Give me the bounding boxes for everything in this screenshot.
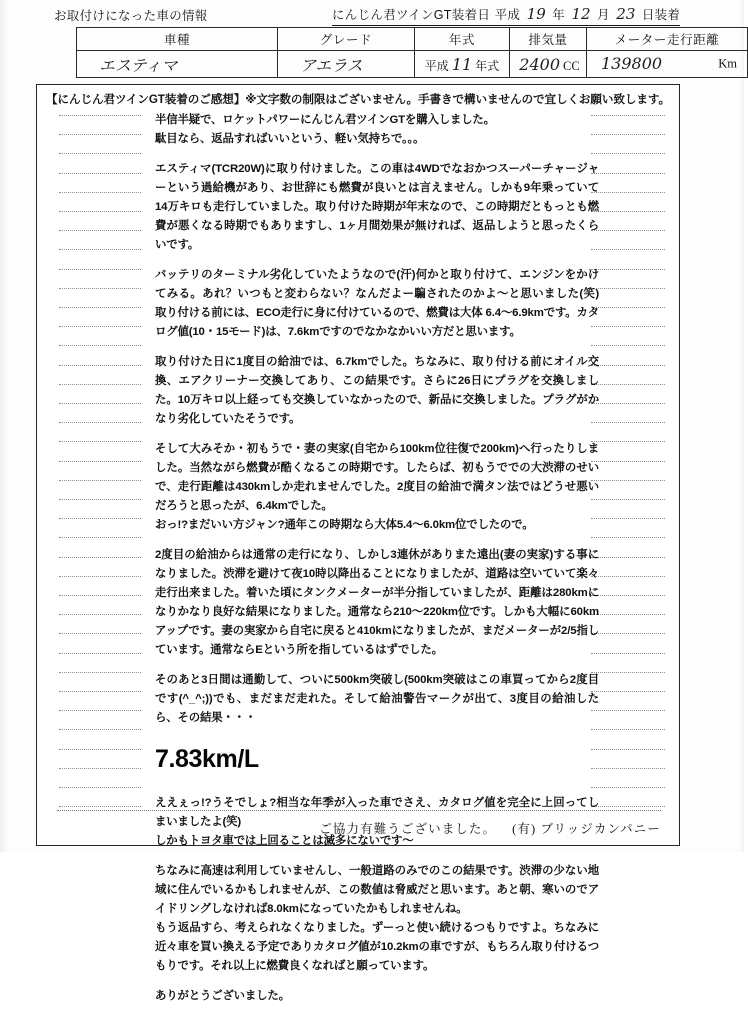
paragraph: そして大みそか・初もうで・妻の実家(自宅から100km位往復で200km)へ行ったりしました。当然ながら燃費が酷くなるこの時期です。したらば、初もうででの大渋滞のせいで、走行距離は430kmしか走れませんでした。2度目の給油で満タン法ではどうせ悪いだろうと思ったが、6.4kmでした。	[155, 443, 599, 512]
column-header-year: 年式	[415, 28, 510, 51]
ruled-guide-mark	[591, 134, 665, 135]
ruled-guide-mark	[591, 384, 665, 385]
value-year-suffix: 年式	[475, 58, 500, 73]
ruled-guide-mark	[591, 365, 665, 366]
value-year	[415, 51, 510, 78]
table-header-row	[77, 28, 748, 51]
ruled-guide-mark	[591, 403, 665, 404]
ruled-guide-mark	[591, 576, 665, 577]
footer-divider	[57, 810, 661, 811]
ruled-guide-mark	[59, 115, 141, 116]
ruled-guide-mark	[591, 557, 665, 558]
paragraph: しかもトヨタ車では上回ることは滅多にないです～	[155, 835, 414, 847]
paragraph: ありがとうございました。	[155, 990, 290, 1002]
ruled-guide-mark	[59, 422, 141, 423]
value-odometer	[587, 51, 748, 78]
ruled-guide-mark	[591, 749, 665, 750]
ruled-guide-mark	[59, 557, 141, 558]
value-displacement-number: 2400	[519, 54, 561, 74]
ruled-guide-mark	[591, 269, 665, 270]
paragraph: 取り付けた日に1度目の給油では、6.7kmでした。ちなみに、取り付ける前にオイル交換、エアクリーナー交換してあり、この結果です。さらに26日にプラグを交換しました。10万キロ以上経っても交換していなかったので、新品に交換しました。プラグがかなり劣化していたそうです。	[155, 356, 599, 425]
install-date-month-value: 12	[571, 5, 591, 23]
ruled-guide-mark	[59, 345, 141, 346]
ruled-guide-mark	[59, 326, 141, 327]
ruled-guide-mark	[59, 749, 141, 750]
ruled-guide-mark	[59, 307, 141, 308]
ruled-guide-mark	[59, 806, 141, 807]
ruled-guide-mark	[591, 326, 665, 327]
column-header-odometer: メーター走行距離	[587, 28, 748, 51]
ruled-guide-mark	[59, 230, 141, 231]
ruled-guide-mark	[59, 672, 141, 673]
ruled-guide-mark	[591, 480, 665, 481]
ruled-guide-mark	[59, 633, 141, 634]
ruled-guide-mark	[591, 173, 665, 174]
paragraph: そのあと3日間は通勤して、ついに500km突破し(500km突破はこの車買ってから2度目です(^_^;))でも、まだまだ走れた。そして給油警告マークが出て、3度目の給油したら、その結果・・・	[155, 674, 599, 724]
comment-box	[36, 84, 680, 1002]
ruled-guide-mark	[59, 518, 141, 519]
ruled-guide-mark	[59, 480, 141, 481]
ruled-guide-mark	[59, 614, 141, 615]
value-year-number: 11	[451, 54, 473, 74]
ruled-guide-mark	[59, 153, 141, 154]
ruled-guide-mark	[59, 710, 141, 711]
ruled-guide-mark	[59, 787, 141, 788]
vehicle-info-table	[76, 27, 748, 78]
ruled-guide-mark	[59, 134, 141, 135]
ruled-guide-mark	[591, 192, 665, 193]
paragraph: ちなみに高速は利用していませんし、一般道路のみでのこの結果です。渋滞の少ない地域に住んでいるかもしれませんが、この数値は脅威だと思います。あと朝、寒いのでアイドリングしなければ8.0kmになっていたかもしれませんね。	[155, 865, 599, 915]
ruled-guide-mark	[591, 345, 665, 346]
scan-edge-left	[0, 0, 9, 852]
paragraph: エスティマ(TCR20W)に取り付けました。この車は4WDでなおかつスーパーチャージャーという過給機があり、お世辞にも燃費が良いとは言えません。しかも9年乗っていて14万キロも走行していました。取り付けた時期が年末なので、この時期だともっとも燃費が悪くなる時期でもありますし、1ヶ月間効果が無ければ、返品しようと思ったくらいです。	[155, 163, 599, 251]
ruled-guide-mark	[591, 230, 665, 231]
column-header-model: 車種	[77, 28, 278, 51]
ruled-guide-mark	[59, 576, 141, 577]
ruled-guide-mark	[59, 269, 141, 270]
install-date-day-unit: 日装着	[641, 8, 681, 22]
footer-thanks: ご協力有難うございました。	[319, 822, 497, 836]
comment-body	[155, 111, 611, 1017]
paragraph: ええぇっ!?うそでしょ?相当な年季が入った車でさえ、カタログ値を完全に上回ってしまいましたよ(笑)	[155, 797, 599, 828]
page-header	[0, 4, 744, 26]
value-displacement-unit: CC	[563, 58, 580, 73]
ruled-guide-mark	[591, 153, 665, 154]
value-odometer-unit: Km	[718, 56, 737, 71]
ruled-guide-mark	[591, 768, 665, 769]
ruled-guide-mark	[591, 249, 665, 250]
ruled-guide-mark	[59, 173, 141, 174]
ruled-guide-mark	[591, 422, 665, 423]
ruled-guide-mark	[591, 518, 665, 519]
ruled-guide-mark	[59, 192, 141, 193]
install-date-heading	[332, 5, 680, 26]
ruled-guide-mark	[591, 115, 665, 116]
ruled-guide-mark	[591, 499, 665, 500]
table-value-row	[77, 51, 748, 78]
ruled-guide-mark	[59, 537, 141, 538]
ruled-guide-mark	[591, 672, 665, 673]
ruled-guide-mark	[59, 249, 141, 250]
paragraph: 駄目なら、返品すればいいという、軽い気持ちで。。。	[155, 133, 425, 145]
value-grade: アエラス	[278, 51, 415, 78]
ruled-guide-mark	[59, 288, 141, 289]
ruled-guide-mark	[591, 729, 665, 730]
footer-company: (有) ブリッジカンパニー	[512, 822, 661, 836]
ruled-guide-mark	[591, 633, 665, 634]
ruled-guide-mark	[59, 384, 141, 385]
ruled-guide-mark	[591, 307, 665, 308]
footer-credit	[319, 819, 661, 837]
ruled-guide-mark	[591, 653, 665, 654]
ruled-guide-mark	[591, 691, 665, 692]
paragraph: バッテリのターミナル劣化していたようなので(汗)何かと取り付けて、エンジンをかけてみる。あれ？いつもと変わらない？なんだよー騙されたのかよ～と思いました(笑) 取り付ける前には、ECO走行に身に付けているので、燃費は大体 6.4～6.9kmです。カタログ値(10・15モード)は、7.6kmですのでなかなかいい方だと思います。	[155, 269, 611, 338]
fuel-economy-result: 7.83km/L	[155, 745, 259, 773]
vehicle-info-heading: お取付けになった車の情報	[54, 9, 208, 23]
value-model: エスティマ	[77, 51, 278, 78]
install-date-month-unit: 月	[597, 8, 610, 22]
comment-box-title: 【にんじん君ツインGT装着のご感想】※文字数の制限はございません。手書きで構いませんので宜しくお願い致します。	[46, 93, 670, 106]
ruled-guide-mark	[59, 365, 141, 366]
install-date-year-unit: 年	[552, 8, 566, 22]
value-displacement	[510, 51, 587, 78]
ruled-guide-mark	[59, 691, 141, 692]
paragraph: 2度目の給油からは通常の走行になり、しかし3連休がありまた遠出(妻の実家)する事になりました。渋滞を避けて夜10時以降出ることになりましたが、道路は空いていて楽々走行出来ました。着いた頃にタンクメーターが半分指していましたが、距離は280kmになりかなり良好な結果になりました。通常なら210～220km位です。しかも大幅に60km アップです。妻の実家から自宅に戻ると410kmになりましたが、まだメーターが2/5指しています。通常ならEという所を指しているはずでした。	[155, 549, 599, 656]
ruled-guide-mark	[59, 403, 141, 404]
ruled-guide-mark	[591, 614, 665, 615]
ruled-guide-mark	[59, 441, 141, 442]
paragraph: 半信半疑で、ロケットパワーにんじん君ツインGTを購入しました。	[155, 114, 495, 126]
paragraph: おっ!?まだいい方ジャン?通年この時期なら大体5.4～6.0km位でしたので。	[155, 519, 534, 531]
column-header-displacement: 排気量	[510, 28, 587, 51]
ruled-guide-mark	[591, 595, 665, 596]
ruled-guide-mark	[59, 653, 141, 654]
install-date-era: 平成	[494, 8, 521, 22]
ruled-guide-mark	[591, 537, 665, 538]
ruled-guide-mark	[591, 787, 665, 788]
ruled-guide-mark	[59, 211, 141, 212]
ruled-guide-mark	[59, 461, 141, 462]
value-odometer-number: 139800	[601, 54, 663, 73]
paragraph: もう返品すら、考えられなくなりました。ずーっと使い続けるつもりですよ。ちなみに近々車を買い換える予定でありカタログ値が10.2kmの車ですが、もちろん取り付けるつもりです。それ以上に燃費良くなればと願っています。	[155, 922, 599, 972]
ruled-guide-mark	[59, 595, 141, 596]
ruled-guide-mark	[591, 461, 665, 462]
ruled-guide-mark	[59, 729, 141, 730]
ruled-guide-mark	[591, 806, 665, 807]
value-year-era: 平成	[424, 58, 449, 73]
ruled-guide-mark	[591, 441, 665, 442]
install-date-label: にんじん君ツインGT装着日	[332, 8, 491, 22]
ruled-guide-mark	[59, 768, 141, 769]
install-date-day-value: 23	[616, 5, 636, 23]
ruled-guide-mark	[591, 710, 665, 711]
column-header-grade: グレード	[278, 28, 415, 51]
ruled-guide-mark	[59, 499, 141, 500]
install-date-year-value: 19	[526, 5, 546, 23]
ruled-guide-mark	[591, 211, 665, 212]
scan-edge-right	[738, 0, 744, 852]
